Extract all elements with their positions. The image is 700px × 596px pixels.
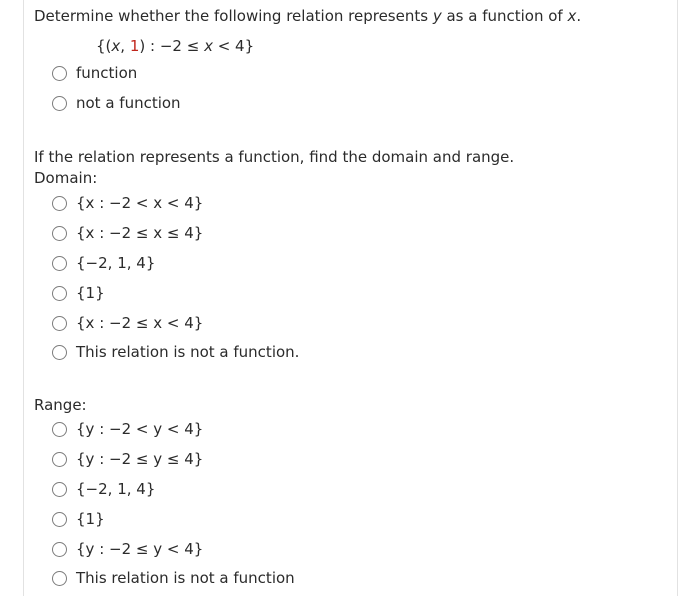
domain-label: Domain:	[34, 169, 98, 187]
radio-button[interactable]	[52, 256, 67, 271]
domain-option-5[interactable]: {x : −2 ≤ x < 4}	[52, 311, 203, 335]
radio-button[interactable]	[52, 452, 67, 467]
radio-button[interactable]	[52, 66, 67, 81]
radio-button[interactable]	[52, 196, 67, 211]
radio-button[interactable]	[52, 482, 67, 497]
range-label: Range:	[34, 396, 87, 414]
radio-button[interactable]	[52, 422, 67, 437]
part2-prompt: If the relation represents a function, find the domain and range.	[34, 148, 515, 166]
radio-button[interactable]	[52, 345, 67, 360]
domain-option-2[interactable]: {x : −2 ≤ x ≤ 4}	[52, 221, 203, 245]
radio-button[interactable]	[52, 286, 67, 301]
radio-button[interactable]	[52, 96, 67, 111]
range-option-3[interactable]: {−2, 1, 4}	[52, 477, 155, 501]
relation-expression: {(x, 1) : −2 ≤ x < 4}	[96, 37, 255, 55]
range-option-4[interactable]: {1}	[52, 507, 105, 531]
domain-option-not-function[interactable]: This relation is not a function.	[52, 340, 299, 364]
option-function[interactable]: function	[52, 61, 137, 85]
radio-button[interactable]	[52, 512, 67, 527]
domain-option-1[interactable]: {x : −2 < x < 4}	[52, 191, 203, 215]
radio-button[interactable]	[52, 542, 67, 557]
domain-option-3[interactable]: {−2, 1, 4}	[52, 251, 155, 275]
range-option-1[interactable]: {y : −2 < y < 4}	[52, 417, 203, 441]
question-text: Determine whether the following relation represents y as a function of x.	[34, 7, 582, 25]
radio-button[interactable]	[52, 316, 67, 331]
range-option-not-function[interactable]: This relation is not a function	[52, 566, 295, 590]
range-option-2[interactable]: {y : −2 ≤ y ≤ 4}	[52, 447, 203, 471]
domain-option-4[interactable]: {1}	[52, 281, 105, 305]
option-not-a-function[interactable]: not a function	[52, 91, 181, 115]
content-frame	[23, 0, 678, 596]
range-option-5[interactable]: {y : −2 ≤ y < 4}	[52, 537, 203, 561]
radio-button[interactable]	[52, 226, 67, 241]
radio-button[interactable]	[52, 571, 67, 586]
